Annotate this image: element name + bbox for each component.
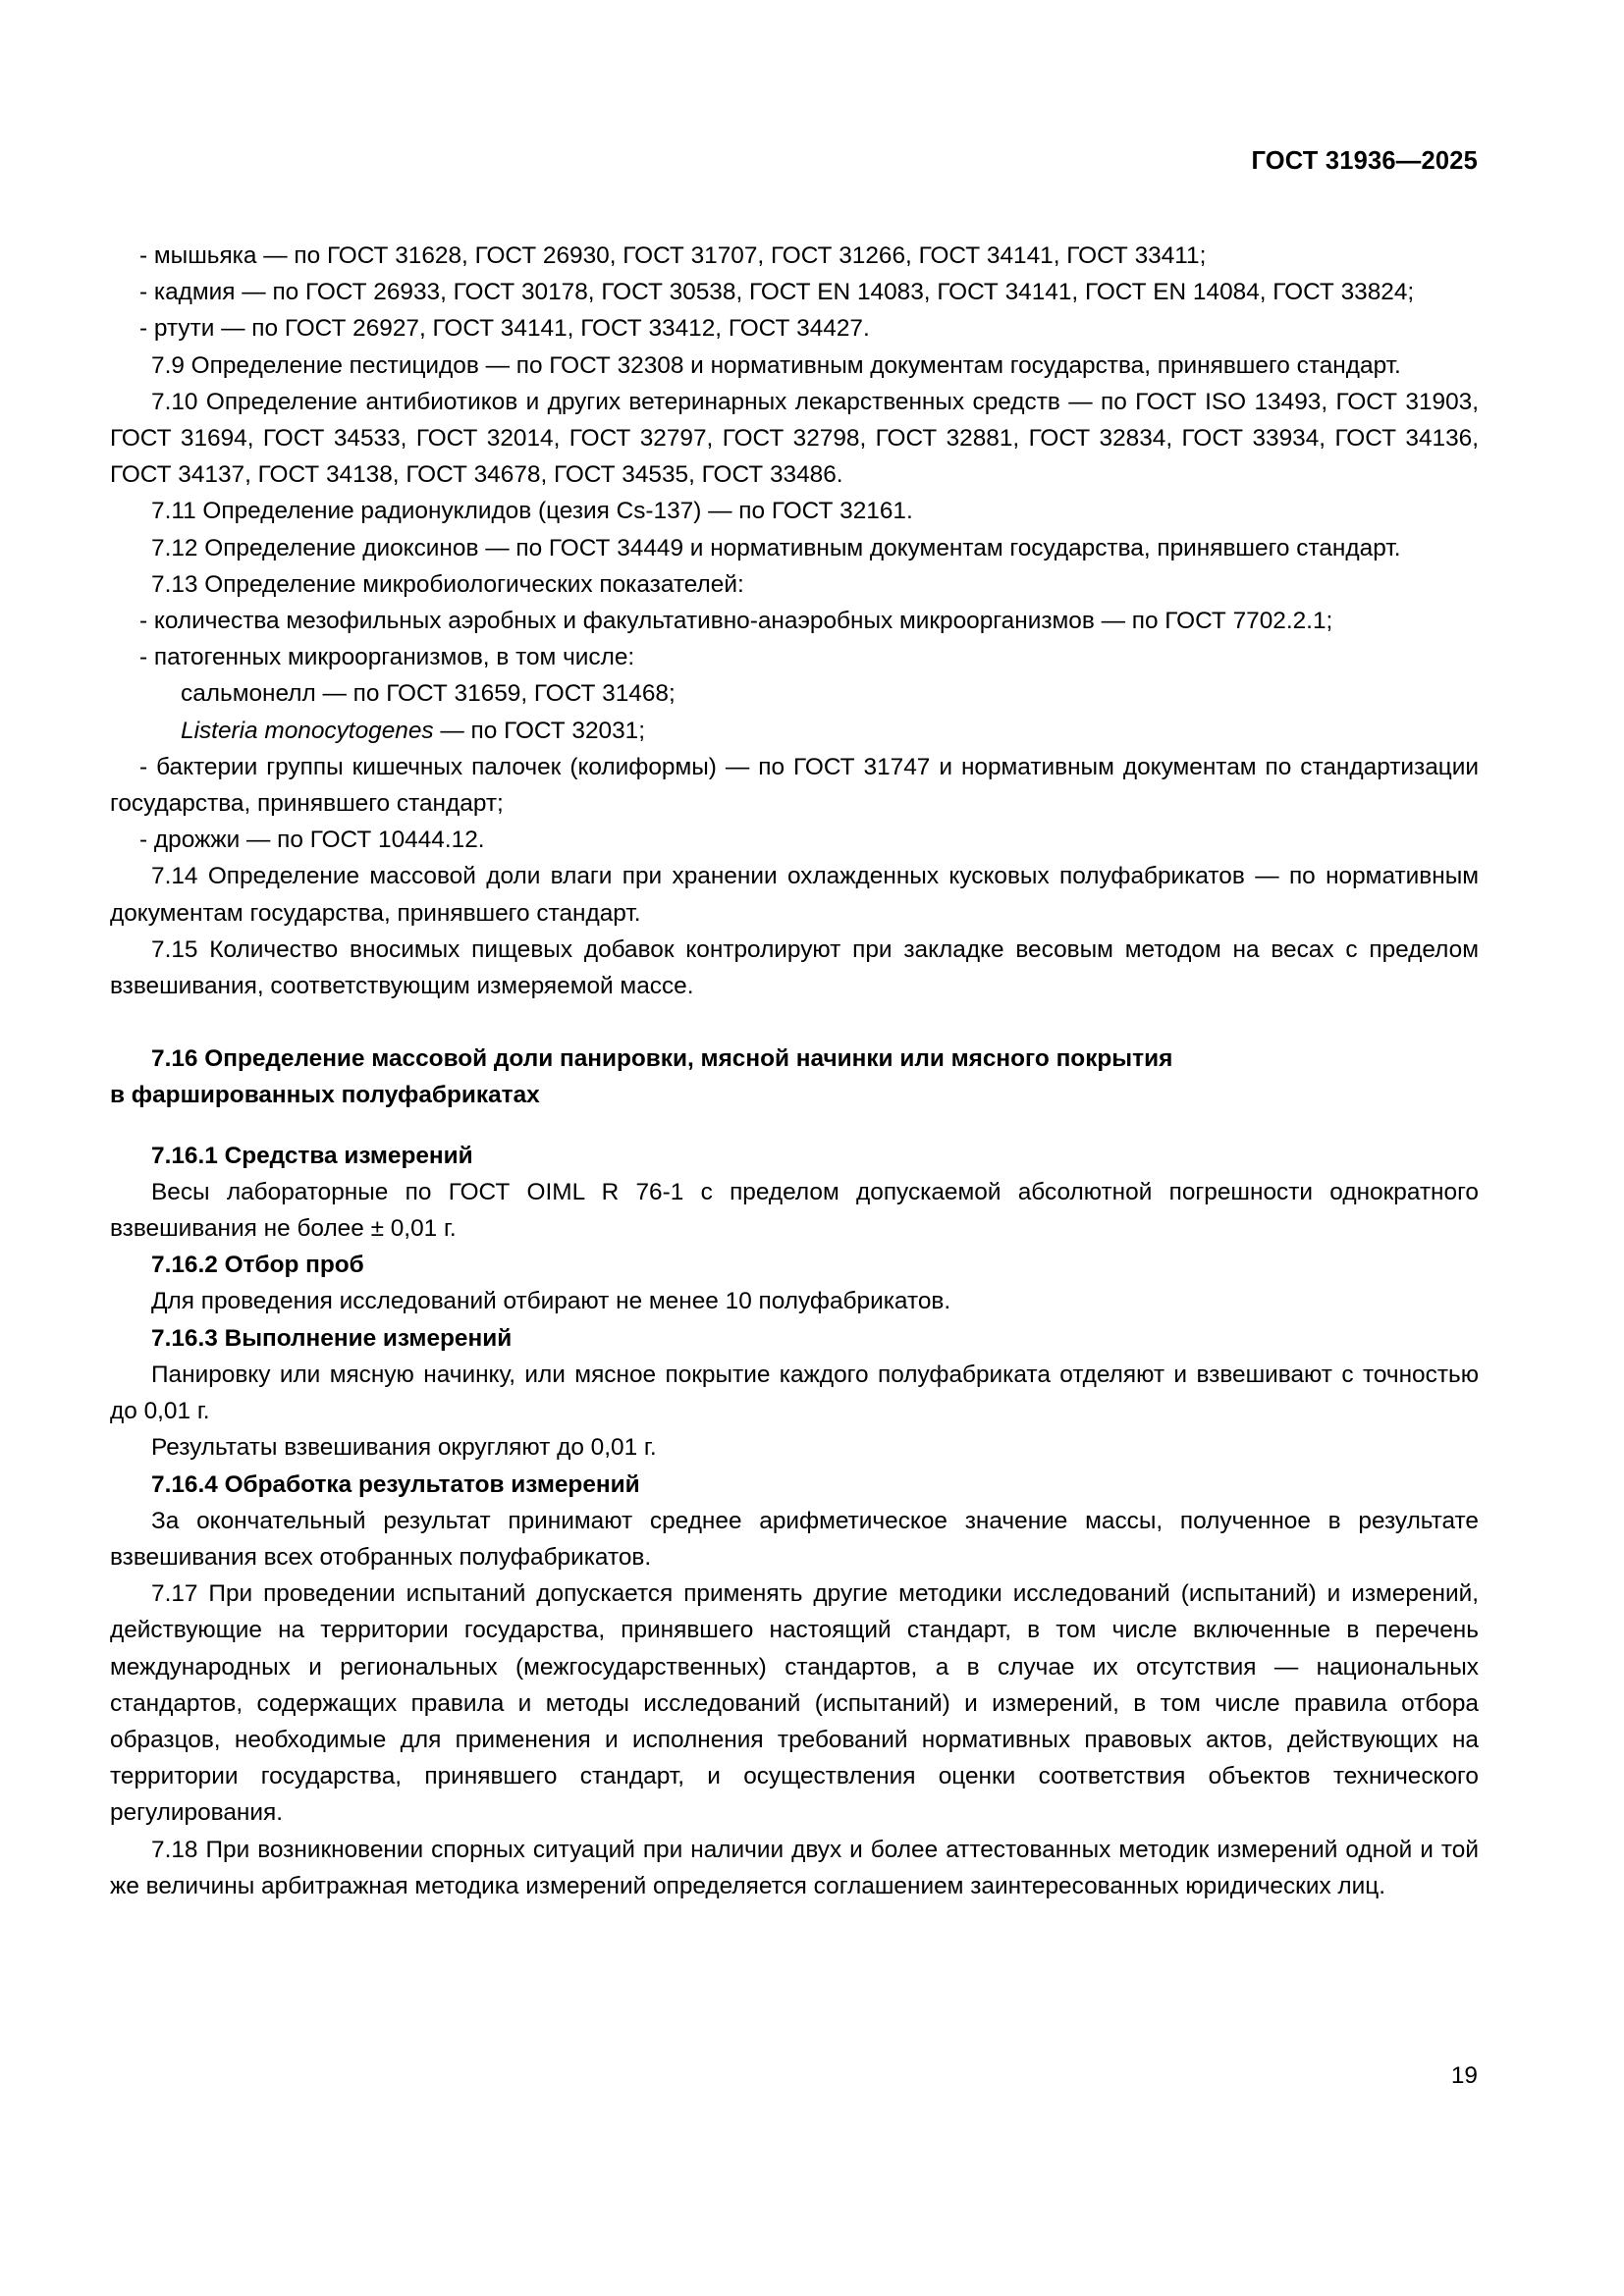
listeria-reference: — по ГОСТ 32031; [433,717,645,744]
clause-7-14: 7.14 Определение массовой доли влаги при хранении охлажденных кусковых полуфабрикатов — по нормативным документам государства, принявшего стандарт. [110,863,1479,927]
list-item-coliforms: - бактерии группы кишечных палочек (колиформы) — по ГОСТ 31747 и нормативным документам по стандартизации государства, принявшего стандарт; [110,753,1479,818]
clause-7-16-3-text-2: Результаты взвешивания округляют до 0,01 г. [151,1434,657,1462]
list-item-arsenic: - мышьяка — по ГОСТ 31628, ГОСТ 26930, ГОСТ 31707, ГОСТ 31266, ГОСТ 34141, ГОСТ 33411; [139,242,1207,269]
clause-7-10: 7.10 Определение антибиотиков и других ветеринарных лекарственных средств — по ГОСТ ISO 13493, ГОСТ 31903, ГОСТ 31694, ГОСТ 34533, ГОСТ 32014, ГОСТ 32797, ГОСТ 32798, ГОСТ 32881, ГОСТ 32834, ГОСТ 33934, ГОСТ 34136, ГОСТ 34137, ГОСТ 34138, ГОСТ 34678, ГОСТ 34535, ГОСТ 33486. [110,388,1479,489]
heading-7-16-line2: в фаршированных полуфабрикатах [110,1082,540,1109]
clause-7-13: 7.13 Определение микробиологических показателей: [151,570,744,598]
list-item-mesophilic-microorganisms: - количества мезофильных аэробных и факультативно-анаэробных микроорганизмов — по ГОСТ 7702.2.1; [139,608,1333,635]
heading-7-16-1: 7.16.1 Средства измерений [151,1142,473,1169]
list-item-cadmium: - кадмия — по ГОСТ 26933, ГОСТ 30178, ГОСТ 30538, ГОСТ EN 14083, ГОСТ 34141, ГОСТ EN 14084, ГОСТ 33824; [139,279,1415,306]
clause-7-18: 7.18 При возникновении спорных ситуаций при наличии двух и более аттестованных методик измерений одной и той же величины арбитражная методика измерений определяется соглашением заинтересованных юридических лиц. [110,1836,1479,1899]
list-item-salmonella: сальмонелл — по ГОСТ 31659, ГОСТ 31468; [181,680,676,708]
page-header-standard-number: ГОСТ 31936—2025 [1251,147,1478,175]
clause-7-16-2-text: Для проведения исследований отбирают не менее 10 полуфабрикатов. [151,1288,951,1315]
heading-7-16-3: 7.16.3 Выполнение измерений [151,1324,513,1352]
clause-7-11: 7.11 Определение радионуклидов (цезия Cs-137) — по ГОСТ 32161. [151,498,913,525]
clause-7-16-3-text-1: Панировку или мясную начинку, или мясное покрытие каждого полуфабриката отделяют и взвешивают с точностью до 0,01 г. [110,1361,1479,1425]
document-body [110,238,1479,1904]
clause-7-17: 7.17 При проведении испытаний допускается применять другие методики исследований (испытаний) и измерений, действующие на территории государства, принявшего настоящий стандарт, в том числе включенные в перечень международных и региональных (межгосударственных) стандартов, а в случае их отсутствия — национальных стандартов, содержащих правила и методы исследований (испытаний) и измерений, в том числе правила отбора образцов, необходимые для применения и исполнения требований нормативных правовых актов, действующих на территории государства, принявшего стандарт, и осуществления оценки соответствия объектов технического регулирования. [110,1580,1479,1827]
heading-7-16-4: 7.16.4 Обработка результатов измерений [151,1470,640,1498]
heading-7-16-line1: 7.16 Определение массовой доли панировки, мясной начинки или мясного покрытия [151,1045,1173,1073]
page-number: 19 [1450,2062,1478,2089]
clause-7-16-4-text: За окончательный результат принимают среднее арифметическое значение массы, полученное в результате взвешивания всех отобранных полуфабрикатов. [110,1507,1479,1571]
clause-7-12: 7.12 Определение диоксинов — по ГОСТ 34449 и нормативным документам государства, принявшего стандарт. [151,534,1401,561]
listeria-species-name: Listeria monocytogenes [181,717,434,744]
clause-7-15: 7.15 Количество вносимых пищевых добавок контролируют при закладке весовым методом на весах с пределом взвешивания, соответствующим измеряемой массе. [110,935,1479,1000]
list-item-yeast: - дрожжи — по ГОСТ 10444.12. [139,827,485,854]
list-item-listeria [110,713,1479,749]
clause-7-16-1-text: Весы лабораторные по ГОСТ OIML R 76-1 с пределом допускаемой абсолютной погрешности однократного взвешивания не более ± 0,01 г. [110,1178,1479,1243]
heading-7-16-2: 7.16.2 Отбор проб [151,1252,364,1279]
clause-7-9: 7.9 Определение пестицидов — по ГОСТ 32308 и нормативным документам государства, принявшего стандарт. [151,351,1401,379]
list-item-mercury: - ртути — по ГОСТ 26927, ГОСТ 34141, ГОСТ 33412, ГОСТ 34427. [139,315,870,343]
list-item-pathogenic-microorganisms: - патогенных микроорганизмов, в том числе: [139,644,635,671]
